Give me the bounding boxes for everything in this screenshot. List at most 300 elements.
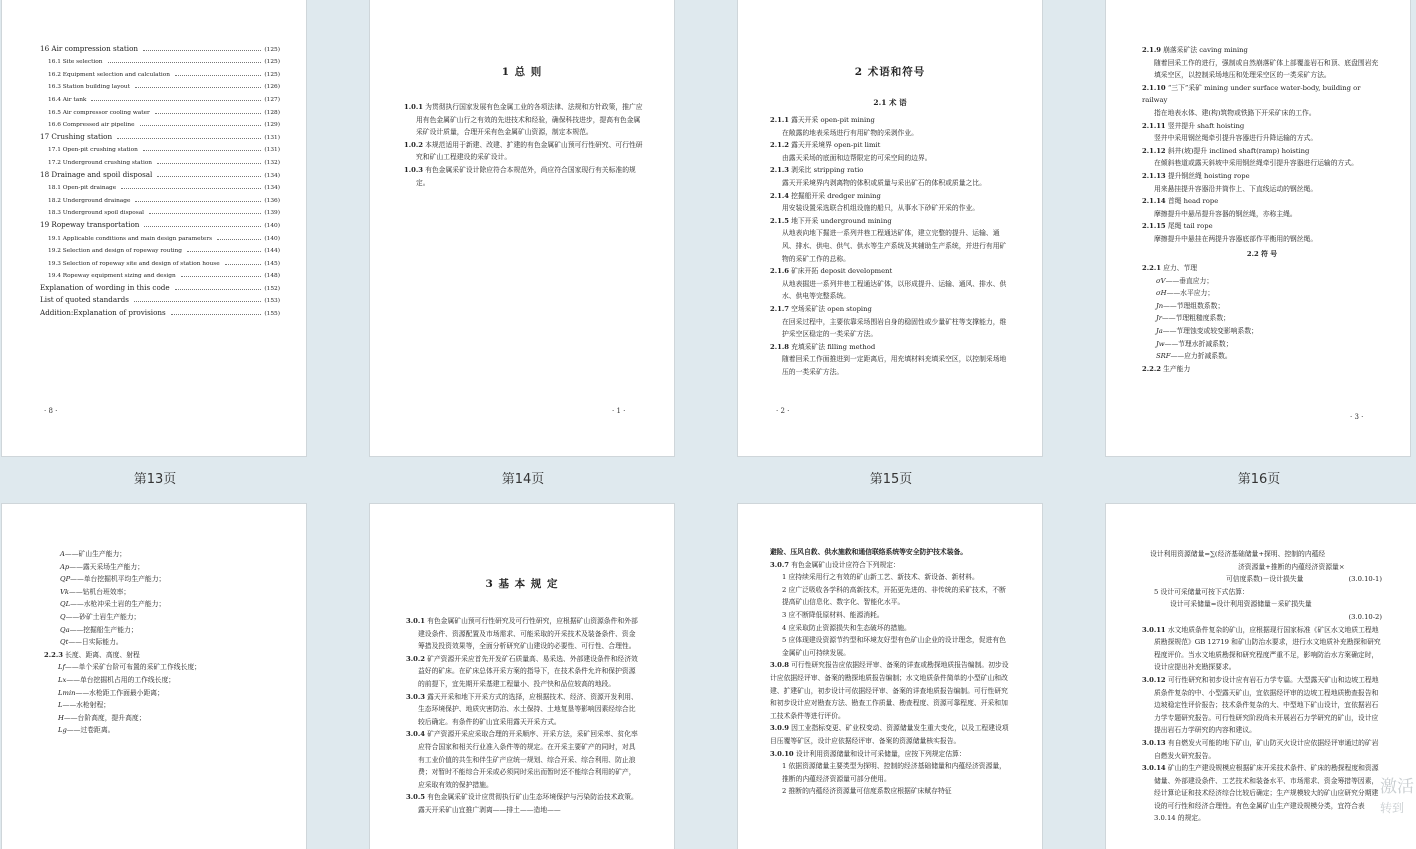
term-english: head rope (1183, 197, 1219, 206)
toc-label: 18.2 Underground drainage (48, 197, 131, 204)
clause-paragraph (406, 615, 642, 653)
section-title: 2.2 符 号 (1246, 249, 1278, 258)
symbol-description: ——节理粗糙度系数； (1161, 314, 1230, 323)
symbol-description: ——应力折减系数。 (1170, 352, 1232, 361)
term-english: tail rope (1183, 222, 1213, 231)
term-english: hoisting rope (1203, 171, 1250, 180)
line-text: 4 应采取防止资源损失和生态破坏的措施。 (782, 623, 911, 632)
page-number: · 3 · (1350, 413, 1364, 421)
clause-number: 3.0.2 (406, 654, 425, 663)
toc-entry (40, 179, 280, 192)
page-17[interactable] (2, 504, 306, 849)
toc-page: (140) (264, 222, 280, 229)
symbol: Vk (60, 587, 70, 596)
toc-entry (40, 216, 280, 229)
symbol: A (60, 550, 65, 558)
term-heading (1142, 82, 1382, 107)
toc-leader (143, 50, 261, 51)
sub-clause (1142, 262, 1382, 275)
line-text: 5 应体现建设资源节约型和环境友好型有色矿山企业的设计理念，促进有色金属矿山可持续发展。 (782, 636, 1006, 657)
toc-page: (129) (264, 122, 280, 129)
symbol-description: ——单台挖掘机占用的工作线长度； (66, 675, 176, 684)
page-14[interactable] (370, 0, 674, 456)
clause-number: 3.0.3 (406, 692, 425, 701)
clause-number: 1.0.1 (404, 103, 423, 111)
clause-paragraph (1142, 762, 1382, 825)
symbol: Lf (58, 663, 66, 672)
section-title: 2.1 术 语 (873, 98, 907, 107)
clause-number: 3.0.5 (406, 793, 425, 802)
symbol-entry (44, 699, 284, 712)
watermark-line-1: 激活 (1380, 777, 1414, 797)
symbol: Lg (58, 726, 67, 735)
term-english: deposit development (820, 267, 893, 276)
clause-number: 2.1.4 (770, 191, 789, 200)
symbol-description: ——日实际能力。 (68, 638, 123, 647)
term-name: 露天开采 (791, 116, 819, 124)
line-text: 有色金属矿山设计应符合下列规定： (791, 560, 900, 569)
clause-paragraph (404, 139, 644, 164)
clause-paragraph (406, 791, 642, 816)
term-english: underground mining (820, 216, 892, 225)
clause-number: 2.1.11 (1142, 121, 1166, 130)
symbol-description: ——过卷距离。 (66, 726, 115, 735)
clause-paragraph (404, 164, 644, 189)
term-definition: 由露天采场的底面和边帮限定的可采空间的边界。 (782, 153, 932, 162)
toc-page: (134) (264, 172, 280, 179)
toc-leader (217, 239, 261, 240)
term-name: 露天开采境界 (791, 141, 832, 150)
symbol-entry (1142, 350, 1382, 363)
toc-entry (40, 229, 280, 242)
clause-number: 2.1.14 (1142, 197, 1166, 206)
body-line (770, 622, 1010, 635)
term-english: mining under surface water-body, building or railway (1142, 83, 1361, 105)
symbol-description: ——挖掘船生产能力； (69, 625, 138, 634)
term-definition: 指在地表水体、建(构)筑物或铁路下开采矿床的工作。 (1154, 108, 1316, 117)
toc-leader (155, 113, 262, 114)
term-heading (1142, 145, 1382, 158)
term-definition: 在敞露的地表采场进行有用矿物的采剥作业。 (782, 128, 918, 137)
page-body (770, 546, 1010, 798)
term-name: 地下开采 (791, 216, 819, 225)
clause-paragraph (1142, 737, 1382, 762)
toc-page: (128) (264, 109, 280, 116)
clause-text: 本规范适用于新建、改建、扩建的有色金属矿山预可行性研究、可行性研究和矿山工程建设的采矿设计。 (416, 140, 643, 162)
clause-text: 可行性研究和初步设计应有岩石力学专篇。大型露天矿山和边坡工程地质条件复杂的中、小型露天矿山，宜依据经评审的边坡工程地质勘查报告和边坡稳定性评价报告；技术条件复杂的大、中型地下矿山设计，宜依据岩石力学专题研究报告。可行性研究阶段尚未开展岩石力学研究的矿山，设计应提出岩石力学研究的内容和建议。 (1154, 675, 1379, 735)
clause-number: 2.1.13 (1142, 171, 1166, 180)
toc-page: (126) (264, 84, 280, 91)
term-definition: 随着回采工作的进行，强制或自然崩落矿体上部覆盖岩石和顶、底盘围岩充填采空区，以控制采场地压和处理采空区的一类采矿方法。 (1154, 58, 1379, 80)
symbol-entry (1142, 300, 1382, 313)
term-heading (770, 303, 1010, 316)
toc-label: 16.1 Site selection (48, 59, 103, 66)
toc-leader (175, 289, 262, 290)
toc-label: Explanation of wording in this code (40, 282, 170, 292)
symbol-entry (44, 561, 284, 574)
term-english: dredger mining (827, 191, 881, 200)
toc-leader (187, 251, 261, 252)
toc-page: (134) (264, 185, 280, 192)
toc-page: (152) (264, 285, 280, 292)
page-19[interactable] (738, 504, 1042, 849)
term-heading (770, 164, 1010, 177)
equation-number: (3.0.10-2) (1348, 612, 1382, 621)
toc-page: (125) (264, 46, 280, 53)
term-name: 斜井(坡)提升 (1167, 146, 1208, 155)
page-20[interactable] (1106, 504, 1416, 849)
clause-number: 2.2.1 (1142, 264, 1161, 273)
line-text: 2 推断的内蕴经济资源量可信度系数应根据矿床赋存特征 (782, 787, 952, 796)
page-body (770, 114, 1010, 378)
list-item: 5 设计可采储量可按下式估算： (1154, 587, 1249, 596)
clause-number: 2.1.10 (1142, 83, 1166, 92)
clause-number: 3.0.9 (770, 724, 789, 733)
symbol-description: ——水枪距工作面最小距离； (75, 688, 164, 697)
symbol-description: ——节理组数系数； (1163, 301, 1225, 310)
term-english: stripping ratio (813, 166, 864, 175)
symbol-entry (1142, 325, 1382, 338)
term-english: caving mining (1199, 46, 1248, 54)
toc-page: (125) (264, 71, 280, 78)
toc-entry (40, 103, 280, 116)
page-number: · 8 · (44, 407, 58, 415)
line-text: 可行性研究报告应依据经评审、备案的详查或勘探地质报告编制。初步设计应依据经评审、备案的勘探地质报告编制；水文地质条件简单的小型矿山和改建、扩建矿山，初步设计可依据经评审、备案的详查地质报告编制。可行性研究和初步设计应对勘查方法、勘查工作质量、勘查程度、资源可靠程度、开采和加工技术条件等进行评价。 (770, 661, 1009, 720)
symbol-entry (44, 712, 284, 725)
body-line (770, 546, 1010, 559)
toc-entry (40, 267, 280, 280)
page-13[interactable] (2, 0, 306, 456)
toc-entry (40, 254, 280, 267)
term-heading (770, 341, 1010, 354)
clause-number: 2.1.1 (770, 116, 789, 124)
symbol: Jw (1156, 339, 1165, 348)
symbol: L (58, 701, 63, 710)
clause-number: 2.1.6 (770, 267, 789, 276)
body-line (770, 559, 1010, 572)
symbol: Jr (1156, 314, 1162, 323)
page-body (1142, 548, 1382, 825)
term-heading (1142, 120, 1382, 133)
body-line (770, 748, 1010, 761)
symbol-entry (44, 611, 284, 624)
term-english: shaft hoisting (1197, 121, 1245, 130)
body-line (770, 659, 1010, 722)
toc-leader (135, 201, 261, 202)
clause-number: 2.1.3 (770, 166, 789, 175)
symbol-description: ——砂矿土岩生产能力； (65, 612, 141, 621)
toc-entry (40, 279, 280, 292)
toc-label: 19.1 Applicable conditions and main design parameters (48, 235, 213, 242)
body-line (770, 634, 1010, 659)
chapter-title: 2 术语和符号 (854, 66, 926, 78)
term-heading (770, 215, 1010, 228)
term-definition: 竖井中采用钢丝绳牵引提升容器进行升降运输的方式。 (1154, 134, 1318, 143)
term-name: 空场采矿法 (791, 304, 826, 313)
toc-leader (117, 138, 261, 139)
symbol-entry (1142, 287, 1382, 300)
symbol-description: ——单台挖掘机平均生产能力； (70, 575, 166, 584)
term-name: 剥采比 (791, 166, 812, 175)
symbol-description: ——水平应力； (1166, 289, 1215, 298)
symbol: QL (60, 600, 71, 609)
toc-leader (157, 163, 261, 164)
term-name: 崩落采矿法 (1163, 46, 1198, 54)
clause-text: 矿产资源开采应首先开发矿石质量高、易采选、外部建设条件和经济效益好的矿床。在矿床总体开采方案的指导下，在技术条件允许和保护资源的前提下，宜先期开采基建工程量小、投产快和品位较高的地段。 (418, 654, 638, 688)
toc-entry (40, 304, 280, 317)
symbol-entry (44, 674, 284, 687)
toc-label: 19 Ropeway transportation (40, 219, 140, 229)
clause-number: 2.2.2 (1142, 364, 1161, 373)
line-text: 设计利用资源储量和设计可采储量，应按下列规定估算： (795, 749, 966, 758)
term-definition: 在倾斜巷道或露天斜坡中采用钢丝绳牵引提升容器进行运输的方式。 (1154, 159, 1358, 168)
line-text: 3 应不断降低原材料、能源消耗。 (782, 610, 884, 619)
toc-label: 16.2 Equipment selection and calculation (48, 71, 171, 78)
clause-number: 3.0.10 (770, 749, 794, 758)
toc-entry (40, 90, 280, 103)
toc-label: 17.2 Underground crushing station (48, 159, 153, 166)
toc-leader (225, 264, 262, 265)
clause-number: 3.0.8 (770, 661, 789, 670)
toc-page: (145) (264, 260, 280, 267)
term-english: open stoping (827, 304, 872, 313)
toc-label: 16.5 Air compressor cooling water (48, 109, 150, 116)
clause-paragraph (404, 101, 644, 139)
page-caption-14: 第14页 (501, 472, 545, 487)
sub-clause-title: 生产能力 (1163, 364, 1191, 373)
symbol-entry (1142, 275, 1382, 288)
line-text: 避险、压风自救、供水施救和通信联络系统等安全防护技术装备。 (770, 548, 968, 556)
symbol: Ap (60, 562, 70, 571)
clause-paragraph (406, 653, 642, 691)
symbol-entry (1142, 312, 1382, 325)
term-heading (1142, 44, 1382, 57)
symbol-description: ——垂直应力； (1165, 276, 1214, 285)
line-text: 2 应广泛吸收各学科的高新技术，开拓更先进的、非传统的采矿技术，不断提高矿山信息化、数字化、智能化水平。 (782, 585, 1006, 607)
page-body (44, 548, 284, 737)
clause-text: 水文地质条件复杂的矿山，应根据现行国家标准《矿区水文地质工程地质勘探规范》GB 12719 和矿山防治水要求，进行水文地质补充勘探和研究程度评价。当水文地质勘探和研究程度严重不足，影响防治水方案确定时，设计应提出补充勘探要求。 (1154, 625, 1381, 672)
term-heading (1142, 170, 1382, 183)
symbol: Q (60, 612, 66, 621)
toc-page: (139) (264, 210, 280, 217)
page-number: · 1 · (612, 407, 626, 415)
toc-page: (148) (264, 273, 280, 280)
symbol-entry (1142, 338, 1382, 351)
toc-label: 18.3 Underground spoil disposal (48, 210, 145, 217)
symbol-entry (44, 636, 284, 649)
clause-number: 2.1.5 (770, 216, 789, 225)
symbol: Qt (60, 638, 69, 647)
body-line (770, 584, 1010, 609)
clause-number: 2.1.15 (1142, 222, 1166, 231)
term-definition: 从地表向地下掘进一系列井巷工程通达矿体，建立完整的提升、运输、通风、排水、供电、供气、供水等生产系统及其辅助生产系统，并进行有用矿物的采矿工作的总称。 (782, 229, 1007, 263)
symbol: σH (1156, 289, 1167, 298)
toc-page: (131) (264, 147, 280, 154)
term-definition: 露天开采境界内剥离物的体积或质量与采出矿石的体积或质量之比。 (782, 178, 986, 187)
clause-text: 有色金属矿山预可行性研究及可行性研究，应根据矿山资源条件和外部建设条件、资源配置及市场需求、可能采取的开采技术及装备条件、资金筹措及投资效果等，全面分析研究矿山建设的必要性、可行性、合理性。 (418, 617, 638, 651)
clause-number: 2.1.8 (770, 342, 789, 351)
sub-clause (1142, 363, 1382, 376)
toc-entry (40, 65, 280, 78)
toc-entry (40, 53, 280, 66)
toc-page: (125) (264, 59, 280, 66)
toc-entry (40, 204, 280, 217)
page-body (404, 101, 644, 189)
symbol: σV (1156, 276, 1166, 285)
clause-text: 有自燃发火可能的地下矿山，矿山防灭火设计应依据经评审通过的矿岩自燃发火研究报告。 (1154, 738, 1379, 760)
symbol-entry (44, 598, 284, 611)
page-15[interactable] (738, 0, 1042, 456)
clause-text: 矿山的生产建设规模应根据矿床开采技术条件、矿床的勘探程度和资源储量、外部建设条件、工艺技术和装备水平、市场需求、资金筹措等因素，经计算论证和技术经济综合比较后确定；生产规模较大的矿山应研究分期建设的可行性和经济合理性。有色金属矿山生产建设规模分类，宜符合表 3.0.14 的规定。 (1154, 764, 1379, 823)
term-definition: 摩擦提升中悬吊提升容器的钢丝绳，亦称主绳。 (1154, 209, 1297, 218)
term-name: “三下”采矿 (1167, 83, 1202, 92)
toc-page: (127) (264, 96, 280, 103)
page-body (1142, 44, 1382, 375)
formula-text: 可信度系数)－设计损失量 (1226, 575, 1304, 584)
sub-clause (44, 649, 284, 662)
toc-leader (149, 213, 261, 214)
toc-label: 19.3 Selection of ropeway site and design of station house (48, 260, 220, 267)
toc-label: 17.1 Open-pit crushing station (48, 147, 138, 154)
term-name: 首绳 (1167, 197, 1182, 206)
page-caption-13: 第13页 (133, 472, 177, 487)
symbol-entry (44, 724, 284, 737)
clause-text: 有色金属采矿设计除应符合本规范外，尚应符合国家现行有关标准的规定。 (416, 165, 636, 187)
symbol: H (58, 713, 64, 722)
term-definition: 用来悬挂提升容器沿井筒作上、下直线运动的钢丝绳。 (1154, 184, 1318, 193)
watermark-line-2: 转到 (1380, 801, 1405, 815)
page-body (406, 615, 642, 817)
toc-entry (40, 128, 280, 141)
term-name: 挖掘船开采 (791, 191, 826, 200)
clause-text: 有色金属采矿设计应贯彻执行矿山生态环境保护与污染防治技术政策。露天开采矿山宜推广剥离——排土——造地—— (418, 793, 638, 814)
toc-leader (157, 176, 261, 177)
toc-leader (143, 150, 262, 151)
term-heading (770, 265, 1010, 278)
line-text: 1 依据资源储量主要类型为探明、控制的经济基础储量和内蕴经济资源量，推断的内蕴经济资源量可部分使用。 (782, 762, 1006, 783)
term-definition: 用安装设置采选联合机组设施的船只，从事水下砂矿开采的作业。 (782, 204, 980, 213)
toc-label: 17 Crushing station (40, 131, 113, 141)
symbol-entry (44, 624, 284, 637)
page-16[interactable] (1106, 0, 1410, 456)
toc-entry (40, 141, 280, 154)
symbol: Qa (60, 625, 70, 634)
clause-text: 矿产资源开采应采取合理的开采顺序、开采方法，采矿回采率、贫化率应符合国家和相关行业准入条件等的规定。在开采主要矿产的同时，对具有工业价值的共生和伴生矿产应统一规划、综合开采、综合利用、防止浪费；对暂时不能综合开采或必须同时采出而暂时还不能综合利用的矿产，应采取有效的保护措施。 (418, 730, 638, 789)
sub-clause-title: 长度、距离、高度、射程 (65, 650, 140, 659)
toc-entry (40, 78, 280, 91)
symbol: Ja (1156, 327, 1163, 336)
toc-leader (91, 100, 261, 101)
toc-entry (40, 40, 280, 53)
term-heading (1142, 195, 1382, 208)
symbol-description: ——单个采矿台阶可布置的采矿工作线长度； (65, 663, 201, 672)
clause-paragraph (1142, 674, 1382, 737)
equation-number: (3.0.10-1) (1348, 575, 1382, 584)
body-line (770, 722, 1010, 747)
symbol: Lx (58, 675, 67, 684)
activation-watermark (1380, 772, 1414, 816)
toc-page: (131) (264, 134, 280, 141)
clause-paragraph (406, 728, 642, 791)
toc-label: 16 Air compression station (40, 43, 139, 53)
toc-page: (144) (264, 248, 280, 255)
toc-leader (175, 75, 261, 76)
toc-leader (108, 62, 262, 63)
line-text: 1 应持续采用行之有效的矿山新工艺、新技术、新设备、新材料。 (782, 573, 979, 582)
clause-number: 1.0.2 (404, 140, 423, 149)
toc-label: 16.6 Compressed air pipeline (48, 122, 135, 129)
symbol-description: ——矿山生产能力； (64, 550, 127, 558)
symbol: QP (60, 575, 71, 584)
term-definition: 从地表掘进一系列井巷工程通达矿体，以形成提升、运输、通风、排水、供水、供电等完整系统。 (782, 279, 1007, 301)
symbol-entry (44, 586, 284, 599)
toc-label: 16.3 Station building layout (48, 84, 130, 91)
formula-line (1142, 573, 1382, 586)
clause-number: 2.2.3 (44, 650, 63, 659)
body-line (770, 571, 1010, 584)
symbol: Jn (1156, 301, 1164, 310)
clause-number: 3.0.13 (1142, 738, 1166, 747)
line-text: 因工业指标变更、矿业权变动、资源储量发生重大变化，以及工程建设项目压覆等矿区，设计应依据经评审、备案的资源储量核实报告。 (770, 724, 1009, 745)
chapter-title: 1 总 则 (501, 66, 543, 78)
term-definition: 摩擦提升中悬挂在两提升容器底部作平衡用的钢丝绳。 (1154, 234, 1318, 243)
symbol-description: ——水枪冲采土岩的生产能力； (70, 600, 166, 609)
toc-label: Addition:Explanation of provisions (40, 308, 166, 318)
symbol-entry (44, 573, 284, 586)
symbol-entry (44, 687, 284, 700)
toc-page: (153) (264, 298, 280, 305)
clause-number: 3.0.7 (770, 560, 789, 569)
toc-entry (40, 153, 280, 166)
toc-entry (40, 292, 280, 305)
clause-number: 2.1.2 (770, 141, 789, 150)
clause-number: 3.0.12 (1142, 675, 1166, 684)
term-heading (770, 139, 1010, 152)
clause-number: 1.0.3 (404, 165, 423, 174)
page-18[interactable] (370, 504, 674, 849)
term-heading (1142, 220, 1382, 233)
table-of-contents (40, 40, 280, 317)
term-name: 竖井提升 (1167, 121, 1196, 130)
toc-leader (134, 301, 262, 302)
term-heading (770, 190, 1010, 203)
term-name: 尾绳 (1167, 222, 1182, 231)
clause-text: 为贯彻执行国家发展有色金属工业的各项法律、法规和方针政策，推广应用有色金属矿山行之有效的先进技术和经验，确保科技进步，提高有色金属采矿设计质量，合理开采有色金属矿山资源，制定本规范。 (416, 103, 643, 137)
toc-label: 18.1 Open-pit drainage (48, 185, 117, 192)
symbol-description: ——节理水折减系数； (1164, 339, 1233, 348)
clause-paragraph (406, 691, 642, 729)
symbol: SRF (1156, 352, 1171, 361)
formula-line: 设计可采储量=设计利用资源储量－采矿损失量 (1170, 600, 1312, 609)
page-number: · 2 · (776, 407, 790, 415)
term-heading (770, 114, 1010, 127)
symbol-entry (44, 661, 284, 674)
toc-leader (144, 226, 261, 227)
toc-leader (135, 87, 262, 88)
clause-text: 露天开采和地下开采方式的选择，应根据技术、经济、资源开发利用、生态环境保护、地质灾害防治、水土保持、土地复垦等影响因素经综合比较后确定。有条件的矿山宜采用露天开采方式。 (418, 692, 638, 726)
clause-number: 3.0.1 (406, 617, 425, 625)
toc-label: 16.4 Air tank (48, 96, 87, 103)
clause-number: 2.1.12 (1142, 146, 1166, 155)
term-english: filling method (827, 342, 876, 351)
term-english: open-pit mining (820, 116, 875, 124)
chapter-title: 3 基 本 规 定 (485, 578, 559, 590)
toc-entry (40, 242, 280, 255)
sub-clause-title: 应力、节理 (1163, 264, 1198, 273)
symbol-description: ——水枪射程； (62, 701, 111, 710)
term-definition: 在回采过程中，主要依靠采场围岩自身的稳固性或少量矿柱等支撑能力，维护采空区稳定的一类采矿方法。 (782, 317, 1007, 339)
clause-number: 3.0.11 (1142, 625, 1166, 634)
